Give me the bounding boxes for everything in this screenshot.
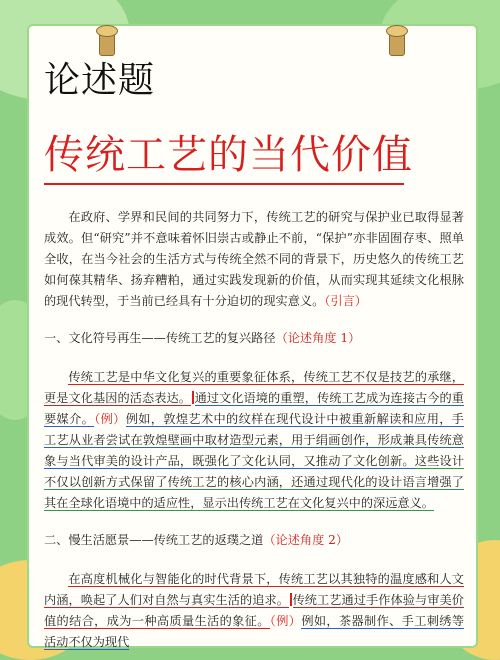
section2-reason: 传统工艺通过手作体验与审美价值的结合，成为一种高质量生活的象征。 [44, 593, 464, 628]
document-content [44, 40, 464, 653]
intro-text: 在政府、学界和民间的共同努力下，传统工艺的研究与保护业已取得显著成效。但“研究”并不意味着怀旧崇古或静止不前，“保护”亦非固囿存枣、照单全收，在当今社会的生活方式与传统全然不同的背景下，历史悠久的传统工艺如何葆其精华、扬弃糟粕，通过实践发现新的价值，从而实现其延续文化根脉的现代转型，于当前已经具有十分迫切的现实意义。 [44, 210, 464, 308]
section2-paragraph [44, 569, 464, 653]
section1-conclusion: 这些设计不仅以创新方式保留了传统工艺的核心内涵，还通过现代化的设计语言增强了其在全球化语境中的适应性，显示出传统工艺在文化复兴中的深远意义。 [44, 454, 465, 510]
section1-heading [44, 328, 464, 349]
section2-tag: （论述角度 2） [263, 533, 349, 547]
section1-heading-text: 一、文化符号再生——传统工艺的复兴路径 [44, 331, 276, 345]
title-underline [44, 183, 404, 185]
section1-paragraph [44, 367, 464, 514]
section2-claim: 在高度机械化与智能化的时代背景下，传统工艺以其独特的温度感和人文内涵，唤起了人们对自然与真实生活的追求。 [44, 572, 464, 607]
intro-paragraph [44, 207, 464, 312]
intro-tag: （引言） [324, 294, 367, 308]
section1-claim: 传统工艺是中华文化复兴的重要象征体系，传统工艺不仅是技艺的承继，更是文化基因的活态表达。 [44, 370, 464, 405]
section2-heading [44, 530, 464, 551]
section1-tag: （论述角度 1） [275, 331, 361, 345]
section2-heading-text: 二、慢生活愿景——传统工艺的返璞之道 [44, 533, 264, 547]
section1-reason: 通过文化语境的重塑，传统工艺成为连接古今的重要媒介。 [44, 391, 464, 426]
section2-example-tag: （例） [269, 614, 302, 628]
divider-mark [290, 593, 292, 606]
page-title: 传统工艺的当代价值 [44, 132, 413, 178]
section2-example: 例如，茶器制作、手工刺绣等活动不仅为现代 [44, 614, 465, 649]
section1-example: 例如，敦煌艺术中的纹样在现代设计中被重新解读和应用，手工艺从业者尝试在敦煌壁画中取材造型元素，用于绢画创作，形成兼具传统意象与当代审美的设计产品，既强化了文化认同，又推动了文化创新。 [44, 412, 464, 468]
section1-example-tag: （例） [94, 412, 126, 426]
page-label: 论述题 [44, 60, 156, 101]
divider-mark [192, 391, 194, 404]
